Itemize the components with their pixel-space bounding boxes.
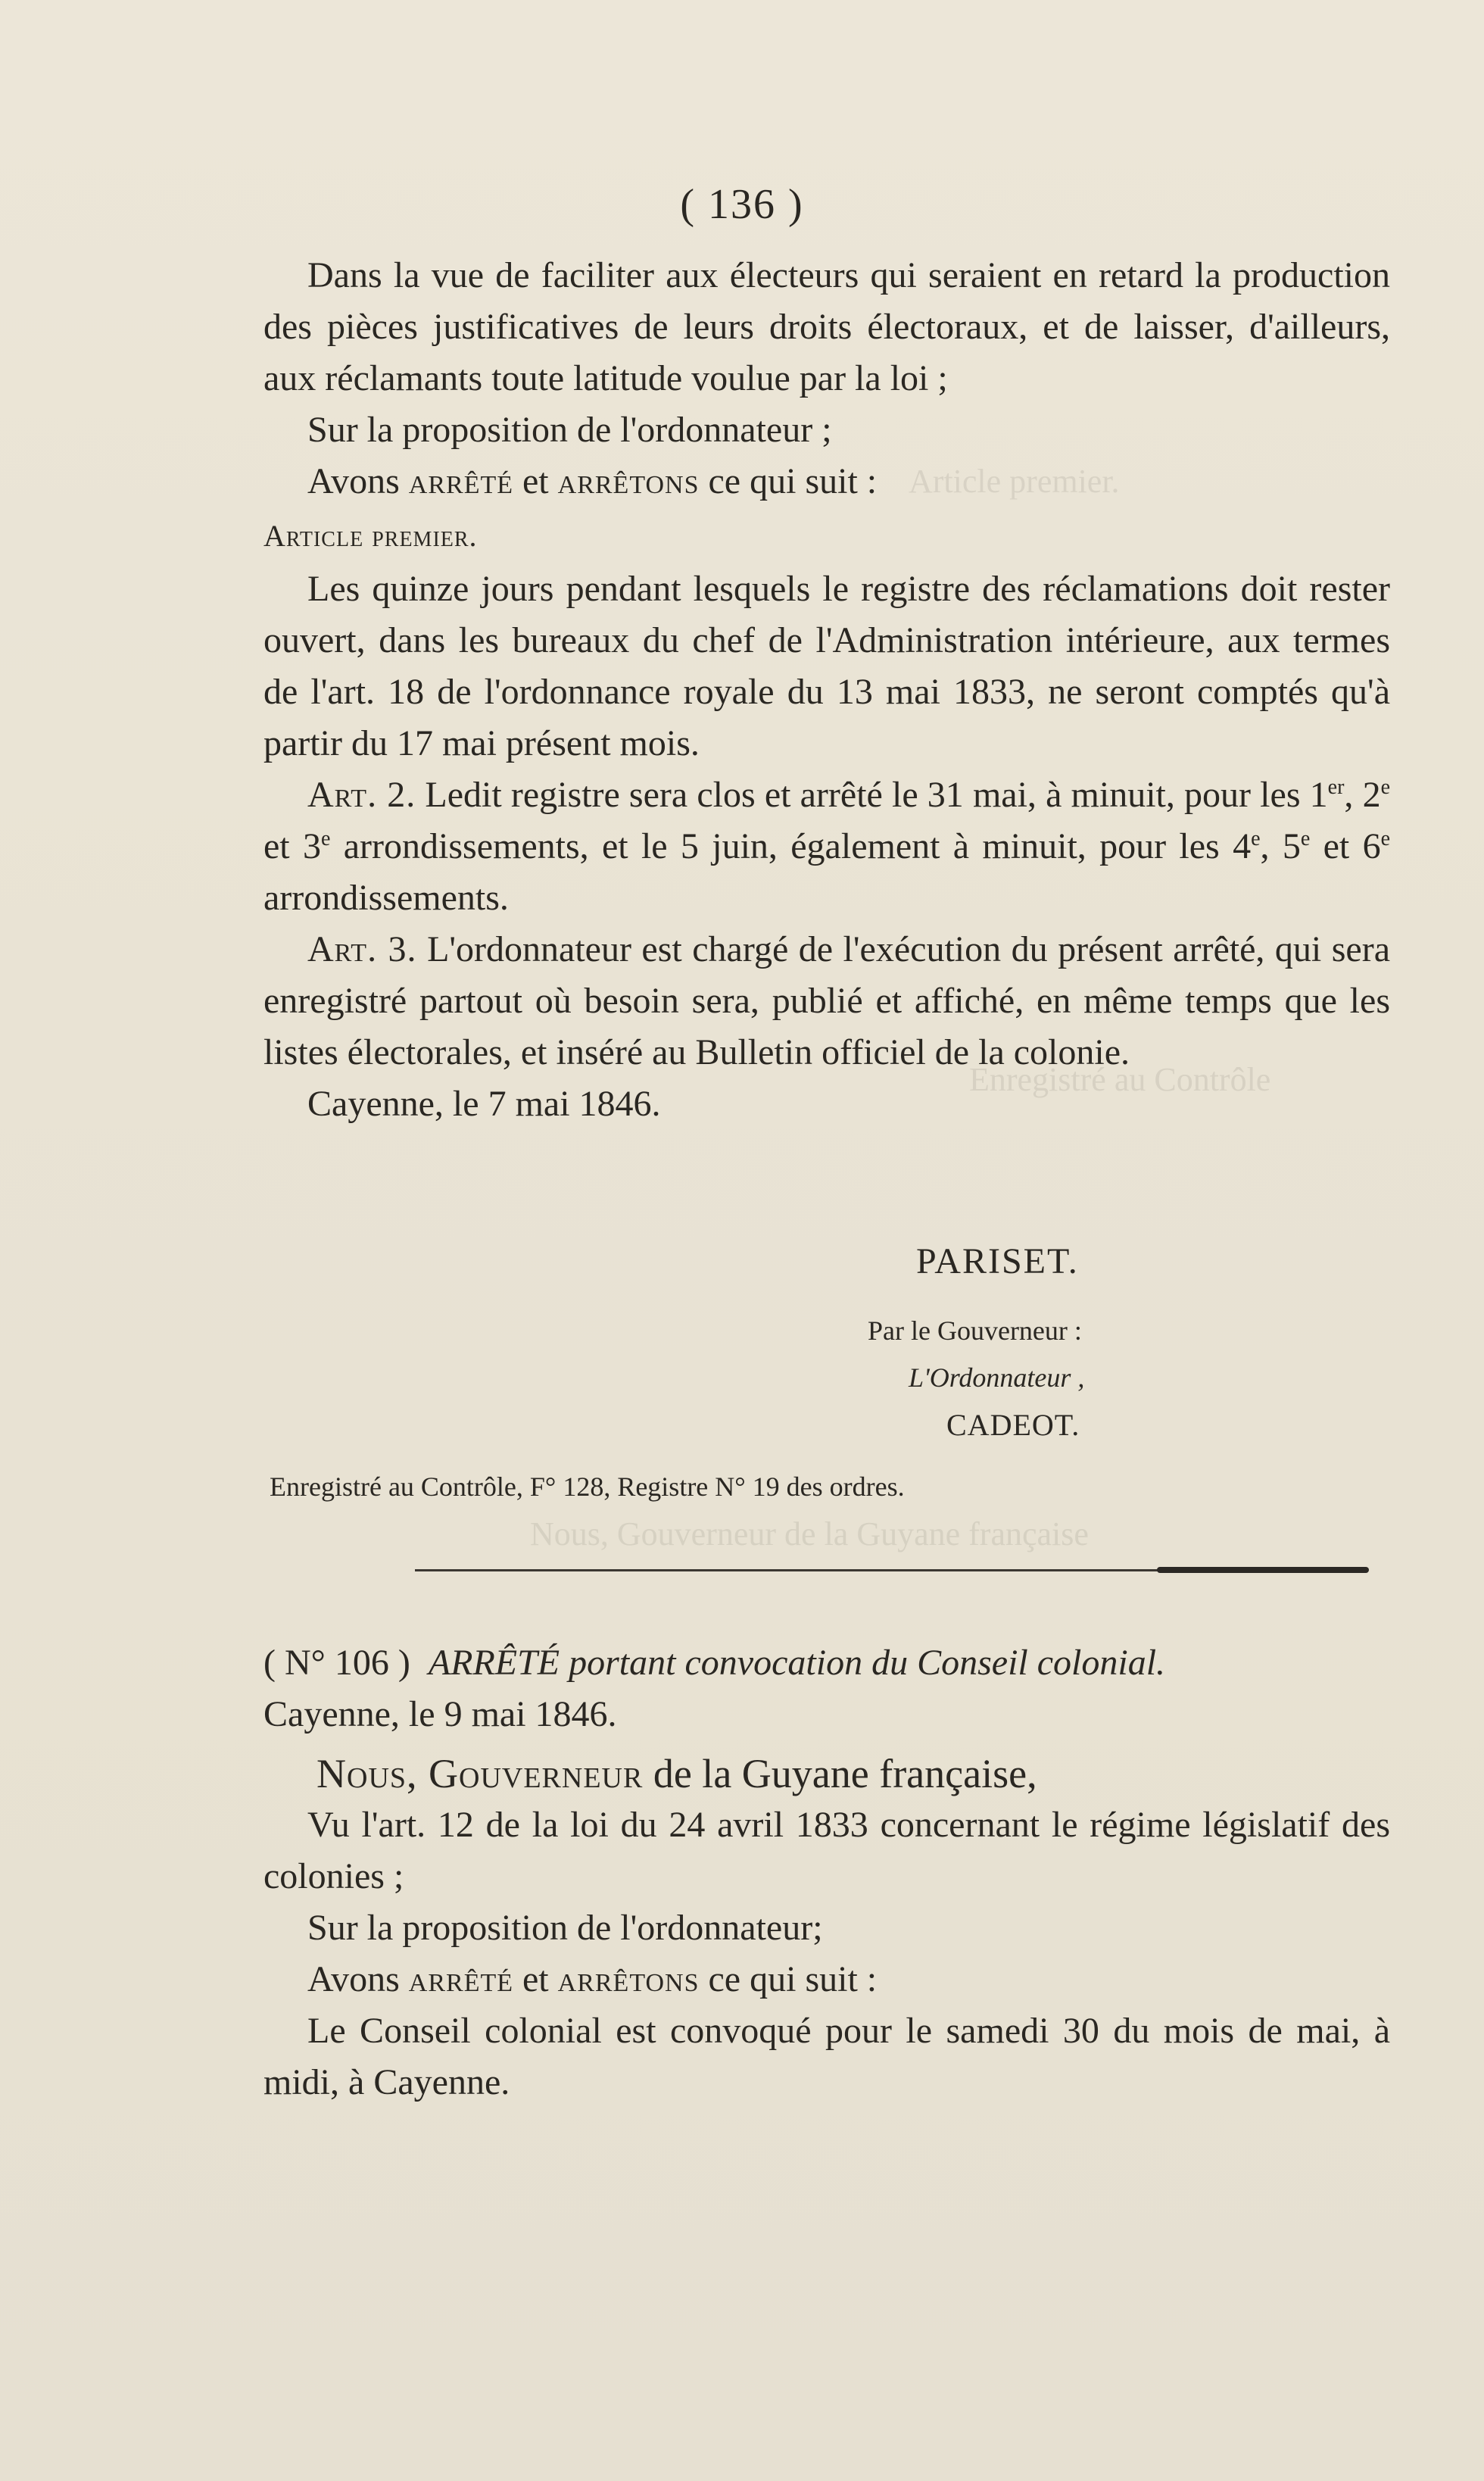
signature-cadeot: CADEOT.	[946, 1408, 1080, 1442]
ce-qui-suit-text: ce qui suit :	[708, 461, 878, 501]
arrete-text: arrêté	[408, 1959, 513, 1999]
l-ordonnateur: L'Ordonnateur ,	[909, 1362, 1085, 1393]
sur-line: Sur la proposition de l'ordonnateur;	[307, 1908, 823, 1948]
intro-paragraph: Dans la vue de faciliter aux électeurs qui seraient en retard la production des pièces justificatives de leurs droits électoraux, et de laisser, d'ailleurs, aux réclamants toute latitude voulue par la loi ;	[263, 255, 1390, 398]
par-le-gouverneur: Par le Gouverneur :	[868, 1315, 1082, 1346]
superscript: e	[1251, 827, 1261, 850]
superscript: er	[1327, 776, 1345, 799]
avons-text: Avons	[307, 461, 400, 501]
enregistre-note: Enregistré au Contrôle, F° 128, Registre N° 19 des ordres.	[270, 1471, 905, 1502]
place-date: Cayenne, le 7 mai 1846.	[307, 1084, 661, 1124]
bleed-through-decoration: Nous, Gouverneur de la Guyane française	[530, 1515, 1089, 1553]
superscript: e	[1380, 827, 1391, 850]
article-2-part: arrondissements, et le 5 juin, également à minuit, pour les 4	[330, 826, 1252, 866]
arrete-text: arrêté	[408, 461, 513, 501]
divider-ornament	[1157, 1567, 1369, 1573]
first-decree-body	[263, 250, 1390, 1130]
avons-line-2	[263, 1954, 1390, 2005]
vu-paragraph: Vu l'art. 12 de la loi du 24 avril 1833 concernant le régime législatif des colonies ;	[263, 1805, 1390, 1896]
superscript: e	[1300, 827, 1311, 850]
avons-text: Avons	[307, 1959, 400, 1999]
decree-heading	[263, 1637, 1390, 1689]
signature-pariset: PARISET.	[916, 1241, 1079, 1281]
bleed-through-decoration: Enregistré au Contrôle	[969, 1061, 1271, 1098]
conseil-paragraph: Le Conseil colonial est convoqué pour le samedi 30 du mois de mai, à midi, à Cayenne.	[263, 2011, 1390, 2102]
superscript: e	[1380, 776, 1391, 799]
arretons-text: arrêtons	[557, 461, 700, 501]
article-3-label: Art. 3.	[307, 929, 417, 969]
guyane-francaise: de la Guyane française,	[653, 1751, 1037, 1796]
decree-number: ( N° 106 )	[263, 1643, 410, 1683]
et-text: et	[522, 1959, 549, 1999]
article-2-part: , 5	[1260, 826, 1301, 866]
bleed-through-decoration: Article premier.	[909, 463, 1120, 500]
second-decree-body	[263, 1637, 1390, 2108]
superscript: e	[320, 827, 331, 850]
ce-qui-suit-text: ce qui suit :	[708, 1959, 878, 1999]
article-heading: Article premier.	[263, 519, 478, 553]
article-2-part: Ledit registre sera clos et arrêté le 31 mai, à minuit, pour les 1	[425, 775, 1328, 815]
avons-line	[263, 456, 1390, 507]
article-2-label: Art. 2.	[307, 775, 416, 815]
article-2-part: arrondissements.	[263, 878, 509, 918]
article-3-body: L'ordonnateur est chargé de l'exécution du présent arrêté, qui sera enregistré partout où besoin sera, publié et affiché, en même temps que les listes électorales, et inséré au Bulletin officiel de la colonie.	[263, 929, 1391, 1072]
article-2-text	[263, 769, 1390, 924]
article-2-part: et 3	[263, 826, 321, 866]
arretons-text: arrêtons	[557, 1959, 700, 1999]
article-2-part: et 6	[1310, 826, 1381, 866]
article-3-text	[263, 924, 1390, 1078]
section-divider	[415, 1569, 1240, 1571]
article-1-text: Les quinze jours pendant lesquels le registre des réclamations doit rester ouvert, dans les bureaux du chef de l'Administration intérieure, aux termes de l'art. 18 de l'ordonnance royale du 13 mai 1833, ne seront comptés qu'à partir du 17 mai présent mois.	[263, 569, 1390, 763]
article-2-part: , 2	[1344, 775, 1381, 815]
nous-gouverneur: Nous, Gouverneur	[316, 1751, 644, 1796]
decree-title: ARRÊTÉ portant convocation du Conseil colonial.	[428, 1643, 1166, 1683]
decree-date: Cayenne, le 9 mai 1846.	[263, 1694, 617, 1734]
nous-line	[263, 1748, 1390, 1799]
et-text: et	[522, 461, 549, 501]
page-number: ( 136 )	[680, 181, 804, 228]
proposition-line: Sur la proposition de l'ordonnateur ;	[307, 410, 832, 450]
